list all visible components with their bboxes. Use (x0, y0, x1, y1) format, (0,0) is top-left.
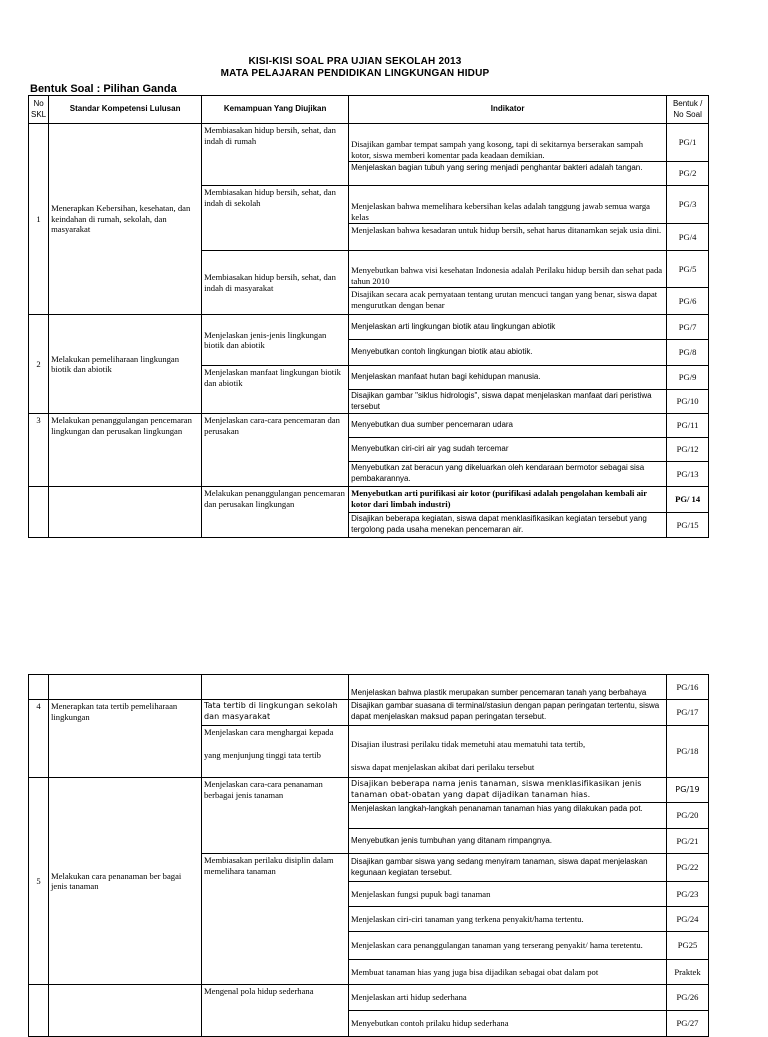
soal-number: PG/24 (667, 907, 709, 932)
indikator-cell: Membuat tanaman hias yang juga bisa dijadikan sebagai obat dalam pot (349, 960, 667, 985)
indikator-cell: Menjelaskan langkah-langkah penanaman tanaman hias yang dilakukan pada pot. (349, 803, 667, 829)
indikator-cell: Menjelaskan cara penanggulangan tanaman yang terserang penyakit/ hama teretentu. (349, 932, 667, 960)
kemampuan-cell: Melakukan penanggulangan pencemaran dan perusakan lingkungan (202, 487, 349, 538)
indikator-line: siswa dapat menjelaskan akibat dari perilaku tersebut (351, 761, 535, 772)
col-header-bentuk: Bentuk / No Soal (667, 96, 709, 124)
soal-number: PG/23 (667, 882, 709, 907)
document-subtitle: MATA PELAJARAN PENDIDIKAN LINGKUNGAN HIDUP (220, 68, 490, 79)
skl-text (49, 487, 202, 538)
soal-number: PG/ 14 (667, 487, 709, 513)
soal-number: PG25 (667, 932, 709, 960)
col-header-kemampuan: Kemampuan Yang Diujikan (202, 96, 349, 124)
soal-number: PG/22 (667, 854, 709, 882)
soal-number: PG/1 (667, 124, 709, 162)
soal-number: PG/16 (667, 675, 709, 700)
grid-table-1 (28, 95, 709, 538)
col-header-indikator: Indikator (349, 96, 667, 124)
grid-table-2 (28, 674, 709, 1037)
soal-number: PG/9 (667, 366, 709, 390)
soal-number: PG/8 (667, 340, 709, 366)
indikator-cell: Menyebutkan dua sumber pencemaran udara (349, 414, 667, 438)
soal-number: PG/18 (667, 726, 709, 778)
kemampuan-cell: Menjelaskan jenis-jenis lingkungan biotik dan abiotik (202, 315, 349, 366)
kemampuan-cell (202, 675, 349, 700)
indikator-cell: Menjelaskan fungsi pupuk bagi tanaman (349, 882, 667, 907)
skl-text: Melakukan penanggulangan pencemaran lingkungan dan perusakan lingkungan (49, 414, 202, 487)
kemampuan-cell (202, 726, 349, 778)
kemampuan-cell: Membiasakan hidup bersih, sehat, dan indah di masyarakat (202, 251, 349, 315)
skl-number: 1 (29, 124, 49, 315)
indikator-cell: Menjelaskan ciri-ciri tanaman yang terkena penyakit/hama tertentu. (349, 907, 667, 932)
soal-number: PG/12 (667, 438, 709, 462)
indikator-cell: Disajikan gambar "siklus hidrologis", siswa dapat menjelaskan manfaat dari peristiwa tersebut (349, 390, 667, 414)
soal-number: PG/10 (667, 390, 709, 414)
col-header-no: No SKL (29, 96, 49, 124)
skl-number (29, 487, 49, 538)
kemampuan-cell: Menjelaskan cara-cara penanaman berbagai jenis tanaman (202, 778, 349, 854)
indikator-cell: Menyebutkan bahwa visi kesehatan Indonesia adalah Perilaku hidup bersih dan sehat pada tahun 2010 (349, 251, 667, 288)
indikator-cell: Menjelaskan manfaat hutan bagi kehidupan manusia. (349, 366, 667, 390)
indikator-line: Disajian ilustrasi perilaku tidak memetuhi atau mematuhi tata tertib, (351, 739, 586, 749)
indikator-cell: Disajikan secara acak pernyataan tentang urutan mencuci tangan yang benar, siswa dapat mengurutkan dengan benar (349, 288, 667, 315)
indikator-cell: Disajikan beberapa nama jenis tanaman, siswa menklasifikasikan jenis tanaman obat-obatan yang dapat dijadikan tanaman hias. (349, 778, 667, 803)
kemampuan-line: yang menjunjung tinggi tata tertib (204, 749, 321, 760)
soal-number: PG/6 (667, 288, 709, 315)
soal-number: PG/4 (667, 224, 709, 251)
indikator-cell: Menyebutkan contoh lingkungan biotik atau abiotik. (349, 340, 667, 366)
skl-number: 4 (29, 700, 49, 778)
indikator-cell: Menyebutkan arti purifikasi air kotor (purifikasi adalah pengolahan kembali air kotor dari limbah industri) (349, 487, 667, 513)
kemampuan-cell: Menjelaskan cara-cara pencemaran dan perusakan (202, 414, 349, 487)
skl-number: 2 (29, 315, 49, 414)
soal-number: PG/13 (667, 462, 709, 487)
soal-number: PG/20 (667, 803, 709, 829)
indikator-cell: Menyebutkan zat beracun yang dikeluarkan oleh kendaraan bermotor sebagai sisa pembakarannya. (349, 462, 667, 487)
skl-text: Menerapkan Kebersihan, kesehatan, dan keindahan di rumah, sekolah, dan masyarakat (49, 124, 202, 315)
soal-number: PG/26 (667, 985, 709, 1011)
indikator-cell: Menyebutkan jenis tumbuhan yang ditanam rimpangnya. (349, 829, 667, 854)
indikator-cell: Menjelaskan bahwa kesadaran untuk hidup bersih, sehat harus ditanamkan sejak usia dini. (349, 224, 667, 251)
indikator-cell (349, 726, 667, 778)
skl-text (49, 985, 202, 1037)
question-form-label: Bentuk Soal : Pilihan Ganda (30, 83, 177, 95)
kemampuan-cell: Mengenal pola hidup sederhana (202, 985, 349, 1037)
indikator-cell: Menyebutkan ciri-ciri air yag sudah tercemar (349, 438, 667, 462)
indikator-cell: Disajikan gambar tempat sampah yang kosong, tapi di sekitarnya berserakan sampah kotor, siswa memberi komentar pada keadaan demikian. (349, 124, 667, 162)
kemampuan-cell: Membiasakan hidup bersih, sehat, dan indah di rumah (202, 124, 349, 186)
soal-number: PG/17 (667, 700, 709, 726)
skl-text: Menerapkan tata tertib pemeliharaan lingkungan (49, 700, 202, 778)
indikator-cell: Disajikan gambar siswa yang sedang menyiram tanaman, siswa dapat menjelaskan kegunaan kegiatan tersebut. (349, 854, 667, 882)
soal-number: Praktek (667, 960, 709, 985)
kemampuan-cell: Membiasakan hidup bersih, sehat, dan indah di sekolah (202, 186, 349, 251)
kemampuan-cell: Tata tertib di lingkungan sekolah dan masyarakat (202, 700, 349, 726)
indikator-cell: Menjelaskan bahwa memelihara kebersihan kelas adalah tanggung jawab semua warga kelas (349, 186, 667, 224)
kemampuan-cell: Menjelaskan manfaat lingkungan biotik dan abiotik (202, 366, 349, 414)
indikator-cell: Menjelaskan arti lingkungan biotik atau lingkungan abiotik (349, 315, 667, 340)
soal-number: PG/11 (667, 414, 709, 438)
indikator-cell: Disajikan gambar suasana di terminal/stasiun dengan papan peringatan tertentu, siswa dapat menjelaskan maksud papan peringatan tersebut. (349, 700, 667, 726)
indikator-cell: Menjelaskan bahwa plastik merupakan sumber pencemaran tanah yang berbahaya (349, 675, 667, 700)
soal-number: PG/2 (667, 162, 709, 186)
skl-number: 5 (29, 778, 49, 985)
soal-number: PG/5 (667, 251, 709, 288)
skl-number: 3 (29, 414, 49, 487)
indikator-cell: Menjelaskan bagian tubuh yang sering menjadi penghantar bakteri adalah tangan. (349, 162, 667, 186)
skl-number (29, 985, 49, 1037)
document-title: KISI-KISI SOAL PRA UJIAN SEKOLAH 2013 (248, 56, 462, 67)
soal-number: PG/7 (667, 315, 709, 340)
soal-number: PG/3 (667, 186, 709, 224)
indikator-cell: Menjelaskan arti hidup sederhana (349, 985, 667, 1011)
kemampuan-line: Menjelaskan cara menghargai kepada (204, 727, 334, 737)
indikator-cell: Disajikan beberapa kegiatan, siswa dapat menklasifikasikan kegiatan tersebut yang tergolong pada usaha menekan pencemaran air. (349, 513, 667, 538)
skl-text: Melakukan cara penanaman ber bagai jenis tanaman (49, 778, 202, 985)
soal-number: PG/27 (667, 1011, 709, 1037)
soal-number: PG/15 (667, 513, 709, 538)
indikator-cell: Menyebutkan contoh prilaku hidup sederhana (349, 1011, 667, 1037)
skl-text (49, 675, 202, 700)
skl-number (29, 675, 49, 700)
skl-text: Melakukan pemeliharaan lingkungan biotik dan abiotik (49, 315, 202, 414)
soal-number: PG/21 (667, 829, 709, 854)
col-header-skl: Standar Kompetensi Lulusan (49, 96, 202, 124)
kemampuan-cell: Membiasakan perilaku disiplin dalam memelihara tanaman (202, 854, 349, 985)
soal-number: PG/19 (667, 778, 709, 803)
